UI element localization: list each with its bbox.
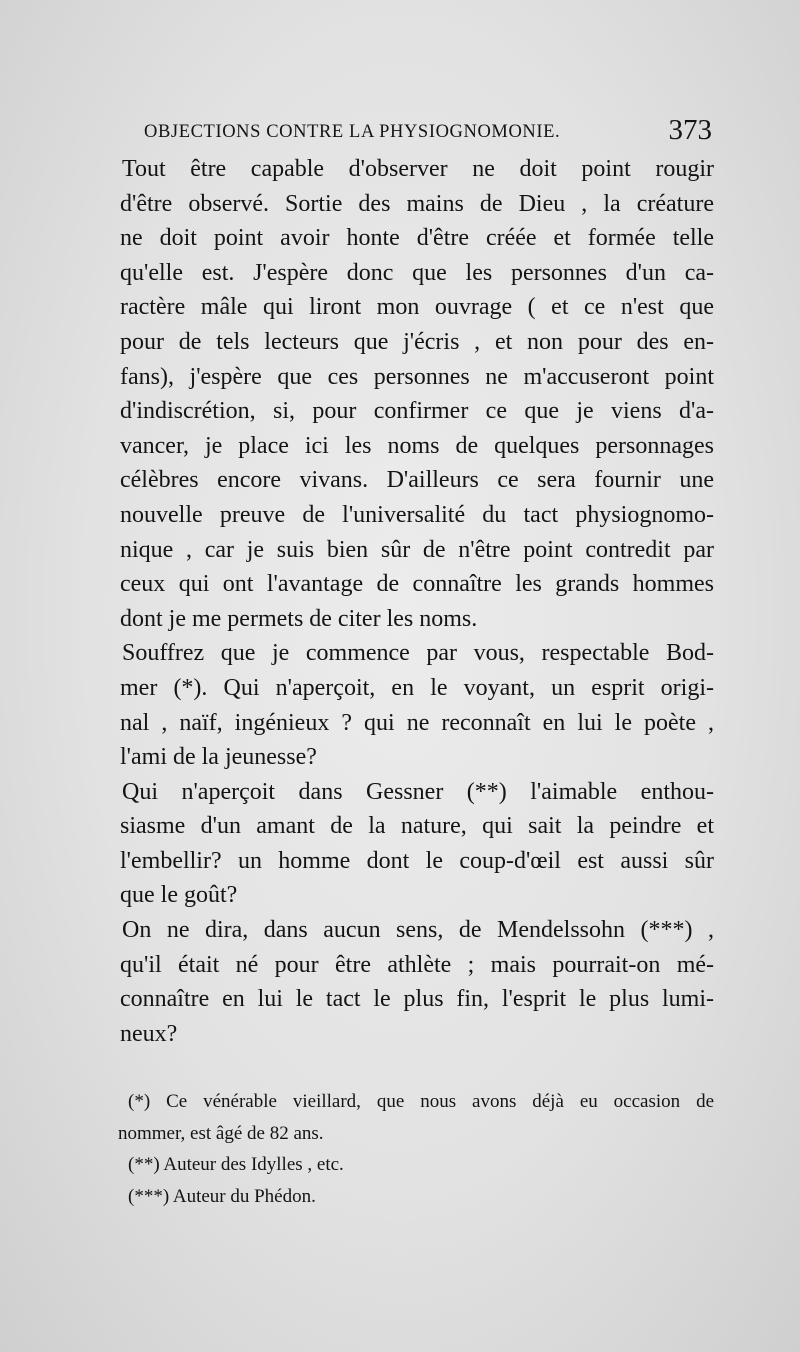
page-number: 373 [668, 114, 712, 146]
text-line: fans), j'espère que ces personnes ne m'accuseront point [120, 363, 714, 390]
body-text [118, 152, 714, 1051]
footnote-1: (*) Ce vénérable vieillard, que nous avons déjà eu occasion de [128, 1091, 714, 1112]
text-line: vancer, je place ici les noms de quelques personnages [120, 432, 714, 459]
footnote-3: (***) Auteur du Phédon. [128, 1185, 316, 1207]
text-line: connaître en lui le tact le plus fin, l'esprit le plus lumi- [120, 986, 714, 1013]
running-title: OBJECTIONS CONTRE LA PHYSIOGNOMONIE. [144, 122, 561, 142]
paragraph-1 [118, 152, 714, 636]
footnote-2: (**) Auteur des Idylles , etc. [128, 1154, 344, 1175]
text-line: que le goût? [120, 882, 238, 909]
text-line: nal , naïf, ingénieux ? qui ne reconnaît en lui le poète , [120, 709, 714, 736]
text-line: qu'il était né pour être athlète ; mais pourrait-on mé- [120, 951, 714, 978]
footnote-1-continued: nommer, est âgé de 82 ans. [118, 1122, 324, 1144]
text-line: Qui n'aperçoit dans Gessner (**) l'aimable enthou- [122, 778, 714, 805]
text-line: Souffrez que je commence par vous, respectable Bod- [122, 640, 714, 667]
text-line: siasme d'un amant de la nature, qui sait la peindre et [120, 813, 714, 840]
text-line: neux? [120, 1020, 178, 1047]
text-line: d'être observé. Sortie des mains de Dieu , la créature [120, 190, 714, 217]
paragraph-4 [118, 913, 714, 1051]
footnotes [118, 1086, 714, 1212]
text-line: dont je me permets de citer les noms. [120, 605, 478, 632]
text-line: qu'elle est. J'espère donc que les personnes d'un ca- [120, 259, 714, 286]
text-line: nique , car je suis bien sûr de n'être point contredit par [120, 536, 714, 563]
text-line: l'ami de la jeunesse? [120, 744, 317, 771]
text-line: ceux qui ont l'avantage de connaître les grands hommes [120, 571, 714, 598]
paragraph-3 [118, 775, 714, 913]
page-header [144, 114, 712, 148]
text-line: nouvelle preuve de l'universalité du tact physiognomo- [120, 501, 714, 528]
paragraph-2 [118, 636, 714, 774]
text-line: Tout être capable d'observer ne doit point rougir [122, 156, 714, 182]
text-line: l'embellir? un homme dont le coup-d'œil est aussi sûr [120, 847, 714, 874]
text-line: On ne dira, dans aucun sens, de Mendelssohn (***) , [122, 917, 714, 944]
text-line: ractère mâle qui liront mon ouvrage ( et ce n'est que [120, 294, 714, 321]
text-line: pour de tels lecteurs que j'écris , et non pour des en- [120, 328, 714, 355]
text-line: mer (*). Qui n'aperçoit, en le voyant, un esprit origi- [120, 674, 714, 701]
text-line: ne doit point avoir honte d'être créée et formée telle [120, 225, 714, 252]
text-line: célèbres encore vivans. D'ailleurs ce sera fournir une [120, 467, 714, 494]
text-line: d'indiscrétion, si, pour confirmer ce que je viens d'a- [120, 398, 714, 425]
